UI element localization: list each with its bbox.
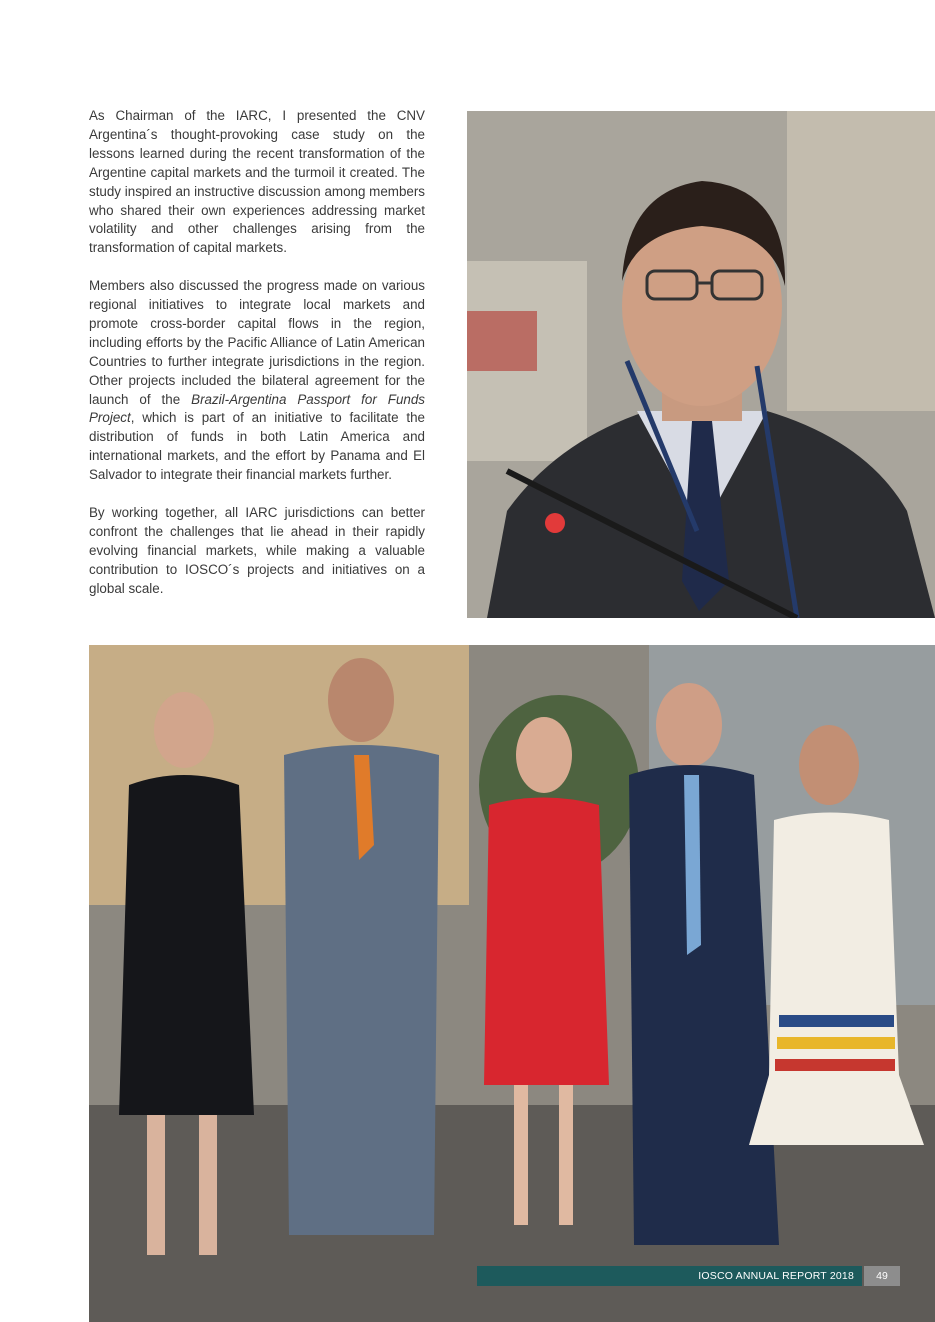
portrait-illustration [467, 111, 935, 618]
page-number: 49 [864, 1266, 900, 1286]
paragraph-3: By working together, all IARC jurisdictions can better confront the challenges that lie ahead in their rapidly evolving financial markets, while making a valuable contribution to IOSCO´s projects and initiatives on a global scale. [89, 505, 425, 596]
group-illustration [89, 645, 935, 1322]
project-name-italic: Brazil-Argentina Passport for Funds Project [89, 391, 425, 426]
portrait-photo [467, 111, 935, 618]
article-body [89, 107, 425, 617]
group-photo [89, 645, 935, 1322]
paragraph-2 [89, 277, 425, 485]
footer-report-label: IOSCO ANNUAL REPORT 2018 [477, 1266, 862, 1286]
paragraph-2-end: , which is part of an initiative to facilitate the distribution of funds in both Latin America and international markets, and the effort by Panama and El Salvador to integrate their financial markets further. [89, 410, 425, 483]
paragraph-2-start: Members also discussed the progress made on various regional initiatives to integrate local markets and promote cross-border capital flows in the region, including efforts by the Pacific Alliance of Latin American Countries to further integrate jurisdictions in the region. Other projects included the bilateral agreement for the launch of the [89, 278, 425, 407]
paragraph-1: As Chairman of the IARC, I presented the CNV Argentina´s thought-provoking case study on the lessons learned during the recent transformation of the Argentine capital markets and the turmoil it created. The study inspired an instructive discussion among members who shared their own experiences addressing market volatility and other challenges arising from the transformation of capital markets. [89, 108, 425, 256]
